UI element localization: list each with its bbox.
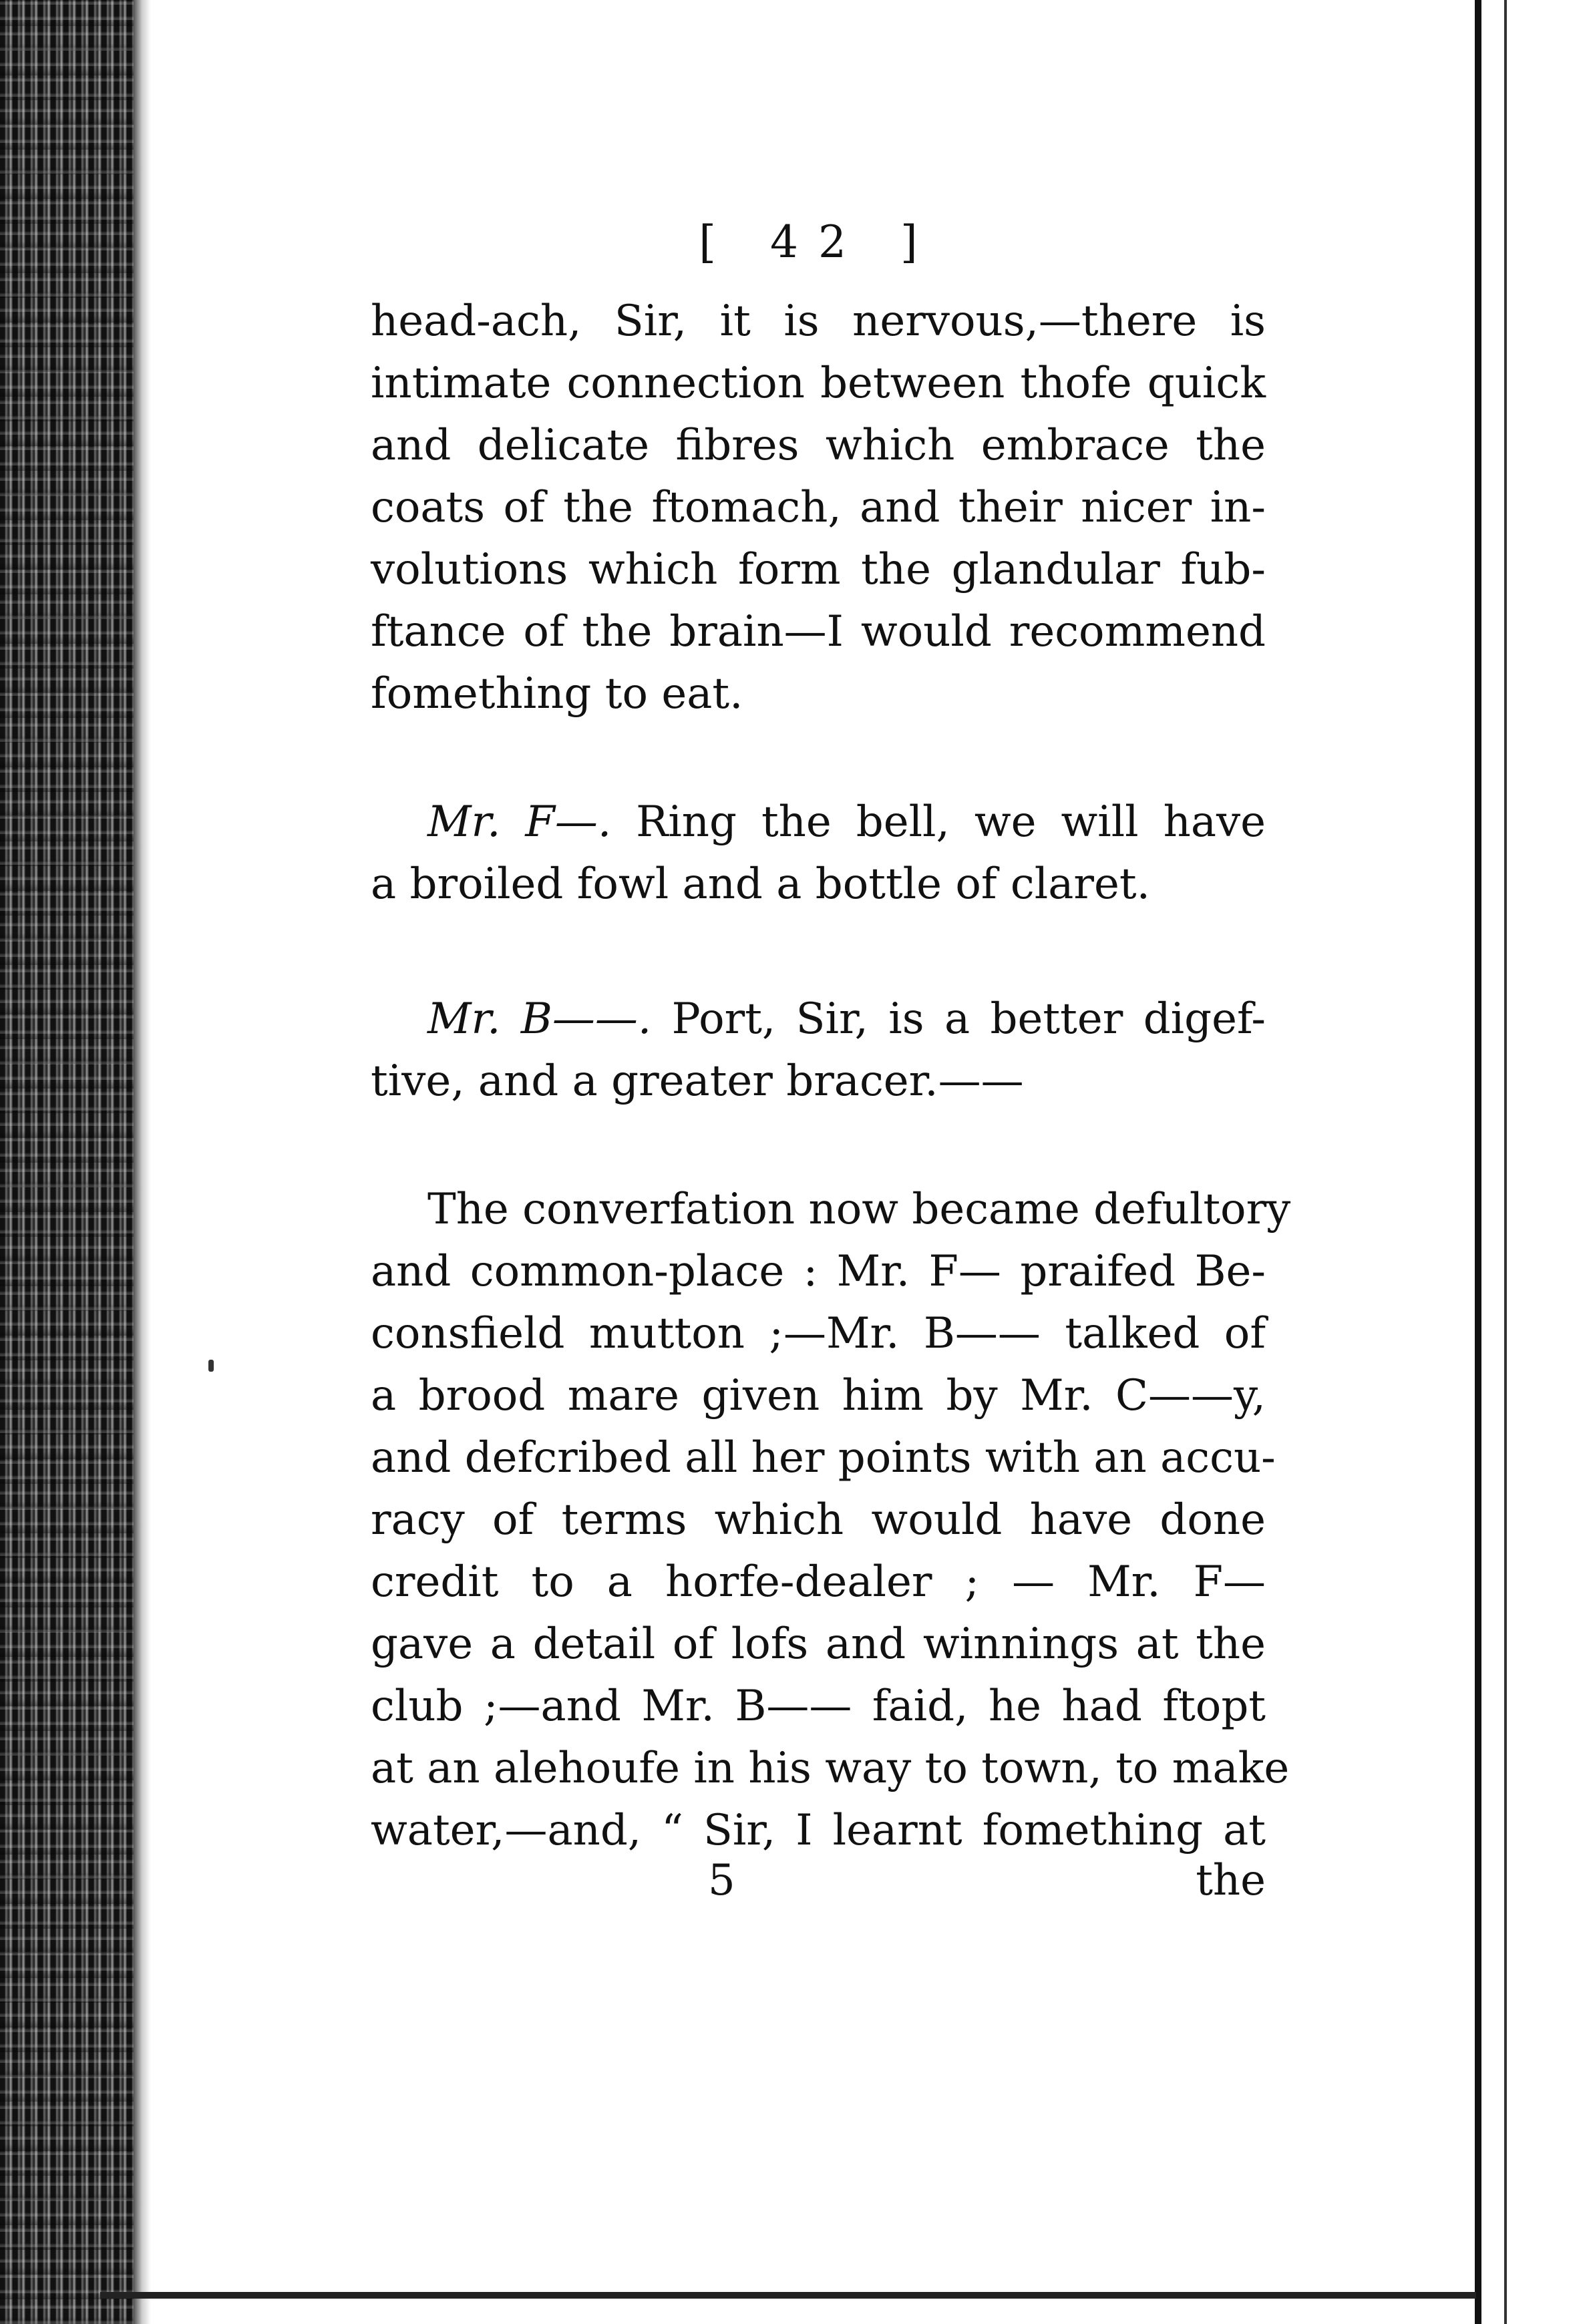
ink-speck — [208, 1360, 214, 1372]
text-line: intimate connection between thofe quick — [371, 359, 1266, 408]
text-line: and common-place : Mr. F— praifed Be- — [371, 1247, 1266, 1296]
paragraph-4 — [371, 1179, 1291, 1862]
text-line: and defcribed all her points with an accu- — [371, 1433, 1276, 1483]
speaker-label: Mr. B——. — [427, 994, 652, 1044]
paragraph-1 — [371, 290, 1266, 725]
binding-gutter-edge — [134, 0, 151, 2324]
text-line: tive, and a greater bracer.—— — [371, 1056, 1024, 1106]
text-line: credit to a horfe-dealer ; — Mr. F— — [371, 1557, 1266, 1607]
speaker-label: Mr. F—. — [427, 797, 612, 847]
text-line — [371, 988, 1266, 1050]
text-line: club ;—and Mr. B—— faid, he had ftopt — [371, 1682, 1266, 1731]
bottom-page-edge — [100, 2292, 1476, 2299]
page-footer — [371, 1850, 1266, 1923]
text-line: racy of terms which would have done — [371, 1495, 1266, 1545]
text-line: fomething to eat. — [371, 669, 743, 719]
text-line: volutions which form the glandular fub- — [371, 545, 1266, 594]
line-text: Ring the bell, we will have — [611, 797, 1266, 847]
line-text: Port, Sir, is a better digef- — [651, 994, 1266, 1044]
text-line: The converfation now became defultory — [427, 1185, 1291, 1234]
text-line: a broiled fowl and a bottle of claret. — [371, 859, 1150, 909]
adjacent-leaf-edge — [1504, 0, 1507, 2324]
signature-mark: 5 — [708, 1856, 735, 1905]
paragraph-3 — [371, 988, 1266, 1113]
text-line: consfield mutton ;—Mr. B—— talked of — [371, 1309, 1266, 1358]
paragraph-2 — [371, 791, 1266, 916]
catchword: the — [1196, 1856, 1266, 1905]
text-line: coats of the ftomach, and their nicer in- — [371, 483, 1266, 532]
adjacent-leaf — [1481, 0, 1595, 2324]
text-line: a brood mare given him by Mr. C——y, — [371, 1371, 1266, 1420]
right-page-edge — [1475, 0, 1481, 2324]
text-line — [371, 791, 1266, 853]
page-number: [ 42 ] — [699, 216, 938, 268]
text-line: water,—and, “ Sir, I learnt fomething at — [371, 1806, 1266, 1855]
text-line: head-ach, Sir, it is nervous,—there is — [371, 297, 1266, 346]
text-line: ftance of the brain—I would recommend — [371, 607, 1266, 656]
text-line: gave a detail of lofs and winnings at the — [371, 1619, 1266, 1669]
binding-gutter-texture — [0, 0, 134, 2324]
text-line: and delicate fibres which embrace the — [371, 421, 1266, 470]
text-line: at an alehoufe in his way to town, to make — [371, 1744, 1290, 1793]
